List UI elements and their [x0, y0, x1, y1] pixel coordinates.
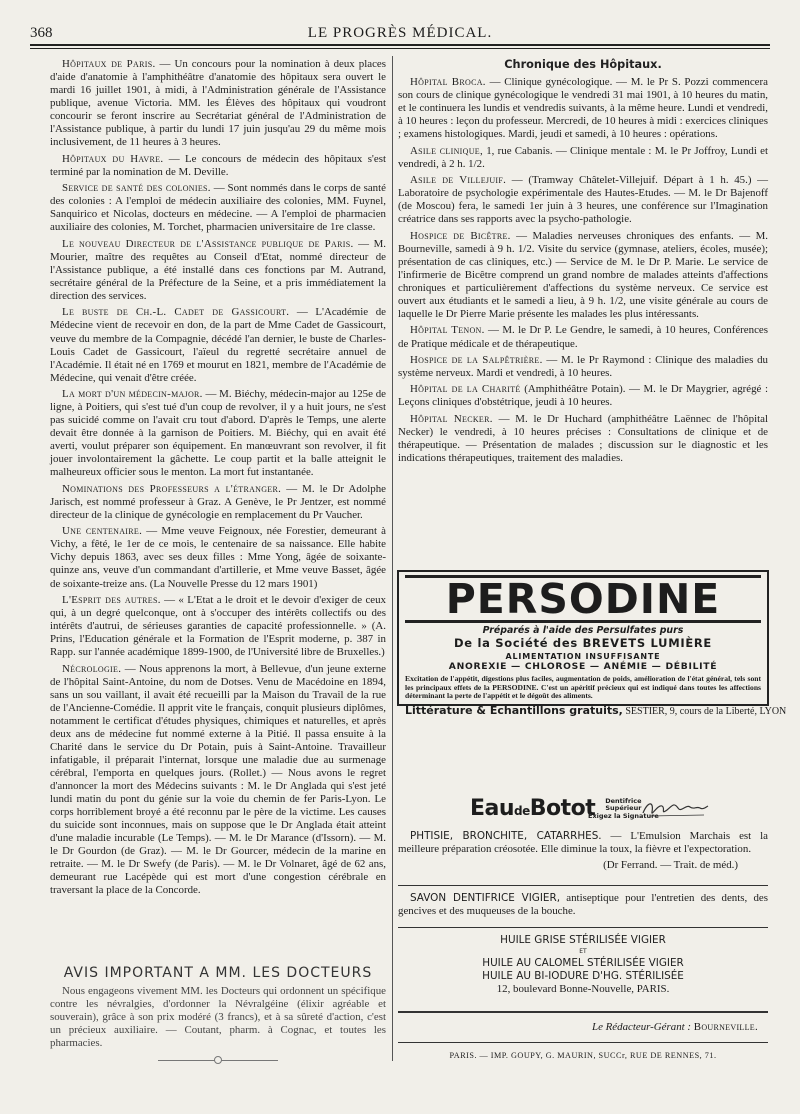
article-text: (Amphithéâtre Potain). — M. le Dr Maygrier, agrégé : Leçons cliniques d'obstétrique, jeudi à 10 heures.: [398, 383, 768, 409]
article-lead: Nécrologie.: [62, 662, 122, 675]
avis-title: AVIS IMPORTANT A MM. LES DOCTEURS: [63, 965, 373, 981]
article-text: — Maladies nerveuses chroniques des enfants. — M. Bourneville, samedi à 9 h. 1/2. Visite du service (gymnase, ateliers, écoles, musée); présentation de cas cliniques, etc.) — Service de M. le Dr P. Marie. Le service de l'infirmerie de Bicêtre comprend un grand nombre de malades atteints d'affections chroniques et particulièrement d'affections du système nerveux. Ce service est ouvert aux étudiants et le samedi a lieu, à 9 h. 1/2, une visite générale au cours de laquelle le Dr Pierre Marie présente les malades les plus intéressants.: [398, 229, 768, 321]
article-text: — Nous apprenons la mort, à Bellevue, d'un jeune externe de l'hôpital Saint-Antoine, du nom de Dotses. Venu de Macédoine en 1894, sans un sou vaillant, il avait été recueilli par la Maison du Travail de la rue de l'Ancienne-Comédie. Il apprit vite le français, conquit plusieurs diplômes, notamment le certificat d'études physiques, chimiques et naturelles, et après deux ans de médecine fut nommé externe à la Pitié. Il passa ensuite à la Charité dans le service du Dr Potain, puis à Saint-Antoine. Travailleur infatigable, il préparait l'internat, lorsque une maladie due au surmenage cérébral, l'emporta en quelques jours. (Rollet.) — Nous avons le regret d'annoncer la mort des Médecins suivants : M. le Dr Anglada qui s'est jeté lundi matin du pont du génie sur la voie du chemin de fer Paris-Lyon. Le corps horriblement broyé a été reconnu par le père de la victime. Les causes du suicide sont inconnues, mais on suppose que le Dr Anglada était atteint d'une maladie incurable (Le Temps). — M. le Dr Marance (d'Issorn). — M. le Dr Gourdon (de Graz). — M. le Dr Gourcer, médecin de la marine en retraite. — M. le Dr Swefy (de Paris). — M. le Dr Volnaret, âgé de 62 ans, demeurant rue Lacépède qui est mort d'une congestion cérébrale en traversant la place de la Concorde.: [50, 662, 386, 897]
article-paragraph: [50, 153, 386, 179]
persodine-foot-bold: Littérature & Échantillons gratuits,: [405, 704, 623, 718]
article-lead: L'Esprit des autres.: [62, 593, 161, 606]
article-lead: Hôpitaux du Havre.: [62, 152, 164, 165]
rule: [398, 1042, 768, 1043]
ornament-rule: [158, 1056, 278, 1064]
article-paragraph: [50, 483, 386, 522]
article-text: 1, rue Cabanis. — Clinique mentale : M. le Pr Joffroy, Lundi et vendredi, à 2 h. 1/2.: [398, 144, 768, 170]
article-lead: Hospice de Bicêtre.: [410, 229, 511, 242]
article-paragraph: [50, 525, 386, 590]
article-text: — Sont nommés dans le corps de santé des colonies : A l'emploi de médecin auxiliaire des colonies, MM. Fuynel, Sanquirico et Nicolas, docteurs en médecine. — A l'emploi de pharmacien auxiliaire des colonies, M. Torchet, pharmacien universitaire de 1re classe.: [50, 182, 386, 234]
article-lead: Hospice de la Salpêtrière.: [410, 353, 543, 366]
chronique-items: [398, 76, 768, 465]
redacteur-gerant: Le Rédacteur-Gérant : Bourneville.: [592, 1021, 758, 1033]
article-text: — M. Mourier, maître des requêtes au Conseil d'Etat, nommé directeur de l'Assistance publique, a été installé dans ces fonctions par M. Autrand, secrétaire général de la Préfecture de la Seine, et a pris immédiatement la direction des services.: [50, 237, 387, 302]
persodine-footer: [405, 704, 787, 718]
article-lead: Hôpital Broca.: [410, 76, 486, 89]
article-text: — M. le Dr P. Le Gendre, le samedi, à 10 heures, Conférences de Pratique médicale et de thérapeutique.: [398, 324, 768, 350]
botot-subtitle: Dentifrice Supérieur Exigez la Signature: [588, 797, 659, 820]
article-lead: La mort d'un médecin-major.: [62, 388, 203, 401]
left-column: [50, 58, 386, 901]
article-lead: Hôpital de la Charité: [410, 383, 521, 396]
article-text: — « L'Etat a le droit et le devoir d'exiger de ceux qui, à un degré quelconque, ont à s'occuper des intérêts collectifs ou des intérêts d'autrui, de sérieuses garanties de capacité professionnelle. » (A. Prins, l'Education générale et la Formation de l'Esprit moderne, p. 387 in Rapp. sur l'année académique 1899-1900, de l'Université libre de Bruxelles.): [50, 593, 387, 659]
persodine-line4: ANOREXIE — CHLOROSE — ANÉMIE — DÉBILITÉ: [448, 661, 718, 672]
article-paragraph: [398, 145, 768, 171]
article-paragraph: [50, 58, 386, 149]
article-text: — Le concours de médecin des hôpitaux s'est terminé par la nomination de M. Deville.: [50, 152, 386, 178]
chronique-title: Chronique des Hôpitaux.: [504, 58, 662, 71]
article-text: — M. le Dr Adolphe Jarisch, est nommé professeur à Graz. A Genève, le Pr Jentzer, est nommé directeur de la clinique de gynécologie en remplacement du Pr Vaucher.: [50, 482, 386, 521]
article-paragraph: [398, 174, 768, 226]
article-paragraph: [50, 663, 386, 898]
persodine-brand: PERSODINE: [405, 575, 761, 623]
huile-advertisement: [398, 934, 768, 996]
article-paragraph: [50, 306, 386, 384]
avis-text: Nous engageons vivement MM. les Docteurs qui ordonnent un spécifique contre les névralgies, d'ordonner la Névralgéine (élixir agréable et souverain), grâce à son prix modéré (3 francs), et à sa sûreté d'action, c'est un précieux auxiliaire. — Coutant, pharm. à Cognac, et toutes les pharmacies.: [50, 985, 386, 1050]
article-text: — (Tramway Châtelet-Villejuif. Départ à 1 h. 45.) — Laboratoire de psychologie expérimentale des Hautes-Etudes. — M. le Dr Bajenoff (de Moscou) fera, le samedi 1er juin à 3 heures, une conférence sur l'Imagination créatrice dans ses rapports avec la psycho-pathologie.: [398, 174, 768, 226]
article-paragraph: [398, 413, 768, 465]
persodine-advertisement: [397, 570, 787, 718]
article-lead: Le buste de Ch.-L. Cadet de Gassicourt.: [62, 306, 290, 319]
phtisie-signature: (Dr Ferrand. — Trait. de méd.): [603, 859, 738, 872]
vigier-advertisement: SAVON DENTIFRICE VIGIER, antiseptique pour l'entretien des dents, des gencives et des muqueuses de la bouche.: [398, 892, 768, 918]
phtisie-advertisement: PHTISIE, BRONCHITE, CATARRHES. — L'Emulsion Marchais est la meilleure préparation créosotée. Elle diminue la toux, la fièvre et l'expectoration. (Dr Ferrand. — Trait. de méd.): [398, 830, 768, 872]
article-text: — Un concours pour la nomination à deux places d'aide d'anatomie à l'amphithéâtre d'anatomie des hôpitaux sera ouvert le mardi 16 juillet 1901, à midi, à l'Administration générale de l'Assistance publique, avenue Victoria. MM. les Élèves des hôpitaux qui voudront concourir se feront inscrire au Secrétariat général de l'Administration de l'Assistance publique, à partir du lundi 17 juin jusqu'au 29 du même mois inclusivement, de 11 heures à 3 heures.: [50, 58, 386, 149]
article-lead: Hôpital Tenon.: [410, 324, 485, 337]
persodine-desc: Excitation de l'appétit, digestions plus faciles, augmentation de poids, amélioration de l'état général, tels sont les principaux effets de la PERSODINE. C'est un apéritif précieux qui est indiqué dans toutes les affections déterminant la perte de l'appétit et le dégoût des aliments.: [405, 674, 761, 701]
article-paragraph: [50, 388, 386, 479]
page-number: 368: [30, 25, 53, 41]
article-paragraph: [50, 238, 386, 303]
article-lead: Service de santé des colonies.: [62, 182, 211, 195]
article-text: — L'Académie de Médecine vient de recevoir en don, de la part de Mme Cadet de Gassicourt, veuve du membre de la Compagnie, décédé l'an dernier, le buste de Charles-Louis Cadet de Gassicourt, l'aïeul du regretté secrétaire annuel de l'Académie. Il était né en 1769 et mourut en 1821, membre de l'Académie de Médecine, qui venait d'être créée.: [50, 306, 386, 384]
article-paragraph: [398, 354, 768, 380]
persodine-foot-address: SESTIER, 9, cours de la Liberté, LYON: [622, 706, 787, 718]
page-header: [30, 22, 770, 46]
header-rule-thin: [30, 48, 770, 49]
huile-line3: HUILE AU BI-IODURE D'HG. STÉRILISÉE: [482, 970, 684, 982]
article-paragraph: [50, 182, 386, 234]
huile-address: 12, boulevard Bonne-Nouvelle, PARIS.: [496, 983, 670, 995]
article-lead: Hôpitaux de Paris.: [62, 58, 156, 70]
article-paragraph: [398, 324, 768, 350]
article-text: — M. le Dr Huchard (amphithéâtre Laënnec de l'hôpital Necker) le vendredi, à 10 heures précises : Consultations de clinique et de thérapeutique. — Présentation de malades ; discussion sur le diagnostic et les indications thérapeutiques, traitement des maladies.: [398, 412, 768, 465]
article-lead: Une centenaire.: [62, 525, 143, 538]
article-paragraph: [398, 76, 768, 141]
column-divider: [392, 56, 393, 1061]
signature-icon: [640, 798, 710, 820]
huile-line1: HUILE GRISE STÉRILISÉE VIGIER: [500, 934, 666, 946]
article-text: — Mme veuve Feignoux, née Forestier, demeurant à Vichy, a fêté, le 1er de ce mois, le centenaire de sa naissance. Elle habite Vichy depuis 1863, avec ses deux filles : Mme Yong, âgée de soixante-quinze ans, veuve d'un commandant d'artillerie, et Mme veuve Basset, âgée de soixante-treize ans. (La Nouvelle Presse du 12 mars 1901): [50, 525, 386, 590]
article-lead: Asile clinique,: [410, 144, 483, 157]
article-paragraph: [398, 230, 768, 321]
journal-title: LE PROGRÈS MÉDICAL.: [307, 25, 493, 41]
botot-advertisement: [470, 796, 730, 822]
imprint: PARIS. — IMP. GOUPY, G. MAURIN, SUCCr, RUE DE RENNES, 71.: [449, 1051, 717, 1060]
rule: [398, 927, 768, 928]
article-text: — M. Biéchy, médecin-major au 125e de ligne, à Poitiers, qui s'est tué d'un coup de revolver, il y a huit jours, ne s'est pas suicidé comme on l'avait cru tout d'abord. D'après le Temps, une alerte devait être donnée à la garnison de Poitiers. M. Biéchy, qui en avait été averti, voulut préparer son équipement. En manœuvrant son revolver, il fit jouer involontairement la gâchette. Le coup partit et la balle atteignit le malheureux officier sous le menton. La mort fut instantanée.: [50, 388, 386, 479]
article-text: — Clinique gynécologique. — M. le Pr S. Pozzi commencera son cours de clinique gynécologique le vendredi 31 mai 1901, à 10 heures du matin, et le continuera les lundis et vendredis suivants, à la même heure. Lundi et vendredi, à 10 heures : leçon du professeur. Mercredi, de 10 heures à midi : exercices cliniques ; examens histologiques. Mardi, jeudi et samedi, à 10 heures : opérations.: [398, 76, 768, 141]
article-text: — M. le Pr Raymond : Clinique des maladies du système nerveux. Mardi et vendredi, à 10 heures.: [398, 353, 769, 379]
huile-line2: HUILE AU CALOMEL STÉRILISÉE VIGIER: [482, 957, 684, 969]
persodine-line2: De la Société des BREVETS LUMIÈRE: [454, 636, 712, 650]
persodine-line1: Préparés à l'aide des Persulfates purs: [482, 625, 684, 636]
article-paragraph: [50, 594, 386, 659]
header-rule: [30, 44, 770, 46]
rule: [398, 885, 768, 886]
huile-et: ET: [579, 948, 587, 955]
right-column: [398, 58, 768, 468]
article-lead: Hôpital Necker.: [410, 412, 493, 425]
rule: [398, 1011, 768, 1013]
persodine-line3: ALIMENTATION INSUFFISANTE: [505, 652, 661, 661]
avis-important: [50, 967, 386, 1064]
article-paragraph: [398, 383, 768, 409]
article-lead: Nominations des Professeurs a l'étranger.: [62, 482, 282, 495]
botot-logo: EaudeBotot: [470, 796, 596, 821]
article-lead: Asile de Villejuif.: [410, 174, 507, 187]
article-lead: Le nouveau Directeur de l'Assistance publique de Paris.: [62, 237, 354, 250]
